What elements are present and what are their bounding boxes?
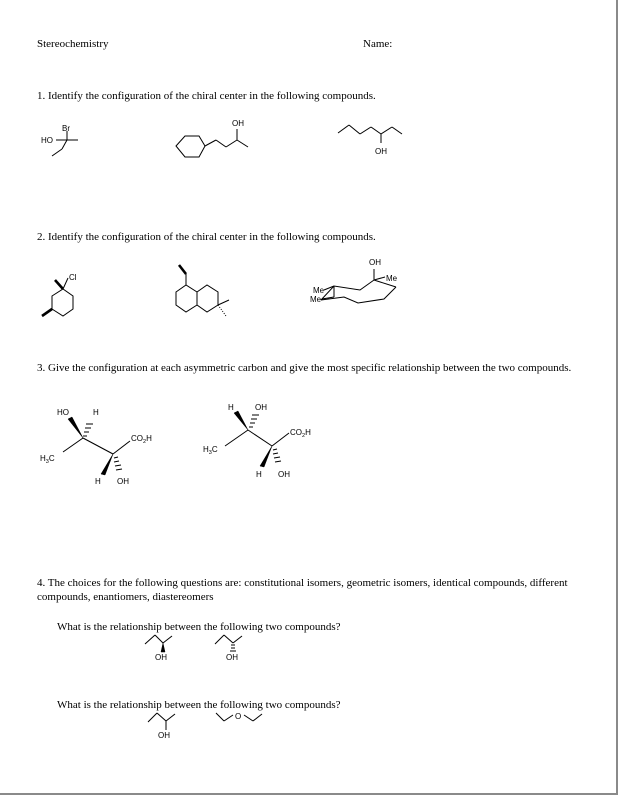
- q3r-oh-top-label: OH: [255, 403, 267, 412]
- q2c-me-label-1: Me: [386, 274, 398, 283]
- q2c-me-label-2: Me: [313, 286, 325, 295]
- q3l-oh-label: OH: [117, 477, 129, 486]
- question-4-prompt: 4. The choices for the following questions are: constitutional isomers, geometric isomers, identical compounds, different compounds, enantiomers, diastereomers: [37, 577, 568, 603]
- q3r-h3c-label: $H_3C$: [203, 445, 218, 456]
- q3l-ho-label: HO: [57, 408, 69, 417]
- q2c-me-label-3: Me: [310, 295, 322, 304]
- question-4b-text: What is the relationship between the following two compounds?: [57, 699, 341, 711]
- question-4a-text: What is the relationship between the following two compounds?: [57, 621, 341, 633]
- q3l-co2h-label: $CO_2H$: [131, 434, 152, 445]
- q2a-cl-label: Cl: [69, 273, 77, 282]
- q1a-br-label: Br: [62, 124, 70, 133]
- q3r-co2h-label: $CO_2H$: [290, 428, 311, 439]
- q3l-h3c-label: $H_3C$: [40, 454, 55, 465]
- worksheet-title: Stereochemistry: [37, 38, 109, 50]
- q1a-ho-label: HO: [41, 136, 53, 145]
- q3l-h-bottom-label: H: [95, 477, 101, 486]
- q3l-h-top-label: H: [93, 408, 99, 417]
- q4b-oh-left-label: OH: [158, 731, 170, 740]
- q1b-oh-label: OH: [232, 119, 244, 128]
- q4a-oh-right-label: OH: [226, 653, 238, 662]
- question-2-prompt: 2. Identify the configuration of the chiral center in the following compounds.: [37, 231, 376, 243]
- q1c-oh-label: OH: [375, 147, 387, 156]
- q3r-oh-bottom-label: OH: [278, 470, 290, 479]
- q4a-oh-left-label: OH: [155, 653, 167, 662]
- q2c-oh-label: OH: [369, 258, 381, 267]
- q3r-h-top-label: H: [228, 403, 234, 412]
- q3r-h-bottom-label: H: [256, 470, 262, 479]
- q4b-o-label: O: [235, 712, 242, 721]
- question-1-prompt: 1. Identify the configuration of the chiral center in the following compounds.: [37, 90, 376, 102]
- question-3-prompt: 3. Give the configuration at each asymmetric carbon and give the most specific relationship between the two compounds.: [37, 362, 572, 374]
- name-label: Name:: [363, 38, 393, 50]
